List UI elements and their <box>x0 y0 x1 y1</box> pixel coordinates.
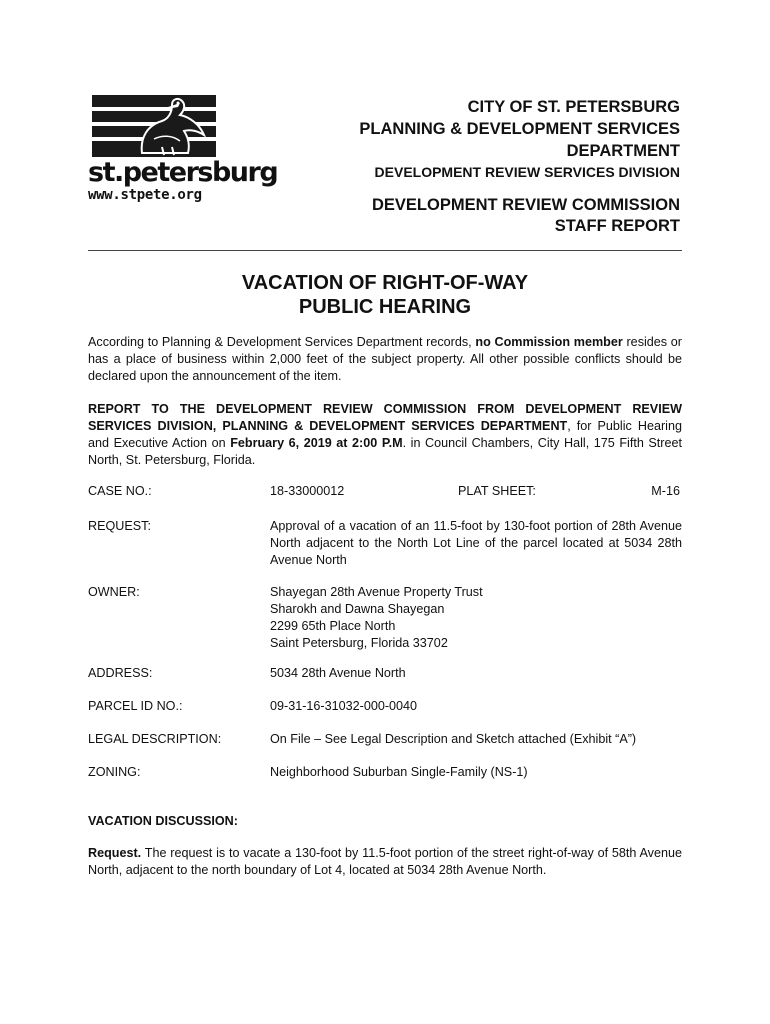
city-logo <box>88 95 278 203</box>
logo-wordmark: st.petersburg <box>88 157 278 188</box>
legal-value: On File – See Legal Description and Sketch attached (Exhibit “A”) <box>270 732 637 746</box>
owner-line: 2299 65th Place North <box>270 619 396 633</box>
report-date: February 6, 2019 at 2:00 P.M <box>230 436 403 450</box>
header-department-2: DEPARTMENT <box>566 142 680 160</box>
header-commission: DEVELOPMENT REVIEW COMMISSION <box>371 196 680 214</box>
header-divider <box>88 250 682 251</box>
report-text-1: , for Public Hearing and Executive Action on <box>88 419 682 450</box>
intro-bold: no Commission member <box>475 335 623 349</box>
legal-label: LEGAL DESCRIPTION: <box>88 732 222 746</box>
header-division: DEVELOPMENT REVIEW SERVICES DIVISION <box>374 164 680 180</box>
request-value: Approval of a vacation of an 11.5-foot by 130-foot portion of 28th Avenue North adjacent to the North Lot Line of the parcel located at 5034 28th Avenue North <box>270 519 682 567</box>
report-text-2: . in Council Chambers, City Hall, 175 Fifth Street North, St. Petersburg, Florida. <box>88 436 682 467</box>
intro-text-1: According to Planning & Development Services Department records, <box>88 335 476 349</box>
header-department: PLANNING & DEVELOPMENT SERVICES <box>359 120 680 138</box>
page-title: VACATION OF RIGHT-OF-WAY <box>241 272 529 294</box>
report-paragraph <box>88 401 682 469</box>
address-value: 5034 28th Avenue North <box>270 666 406 680</box>
report-heading: REPORT TO THE DEVELOPMENT REVIEW COMMISSION FROM DEVELOPMENT REVIEW SERVICES DIVISION, PLANNING & DEVELOPMENT SERVICES DEPARTMENT <box>88 402 682 433</box>
case-value: 18-33000012 <box>270 484 345 498</box>
discussion-request-label: Request. <box>88 846 142 860</box>
owner-line: Sharokh and Dawna Shayegan <box>270 602 445 616</box>
intro-paragraph <box>88 334 682 385</box>
zoning-value: Neighborhood Suburban Single-Family (NS-1) <box>270 765 528 779</box>
discussion-request-text: The request is to vacate a 130-foot by 11.5-foot portion of the street right-of-way of 58th Avenue North, adjacent to the north boundary of Lot 4, located at 5034 28th Avenue North. <box>88 846 682 877</box>
pelican-icon <box>92 95 216 157</box>
plat-value: M-16 <box>651 484 680 498</box>
parcel-label: PARCEL ID NO.: <box>88 699 183 713</box>
header-city: CITY OF ST. PETERSBURG <box>467 98 680 116</box>
header-staff-report: STAFF REPORT <box>554 217 680 235</box>
logo-url: www.stpete.org <box>88 187 202 203</box>
address-label: ADDRESS: <box>88 666 153 680</box>
plat-label: PLAT SHEET: <box>458 484 536 498</box>
request-label: REQUEST: <box>88 519 151 533</box>
parcel-value: 09-31-16-31032-000-0040 <box>270 699 418 713</box>
page-subtitle: PUBLIC HEARING <box>298 296 472 318</box>
intro-text-2: resides or has a place of business within 2,000 feet of the subject property. All other possible conflicts should be declared upon the announcement of the item. <box>88 335 682 383</box>
owner-line: Shayegan 28th Avenue Property Trust <box>270 585 483 599</box>
zoning-label: ZONING: <box>88 765 141 779</box>
case-label: CASE NO.: <box>88 484 152 498</box>
owner-label: OWNER: <box>88 585 140 599</box>
owner-value <box>270 584 682 652</box>
discussion-heading: VACATION DISCUSSION: <box>88 814 238 828</box>
owner-line: Saint Petersburg, Florida 33702 <box>270 636 448 650</box>
discussion-paragraph <box>88 845 682 879</box>
